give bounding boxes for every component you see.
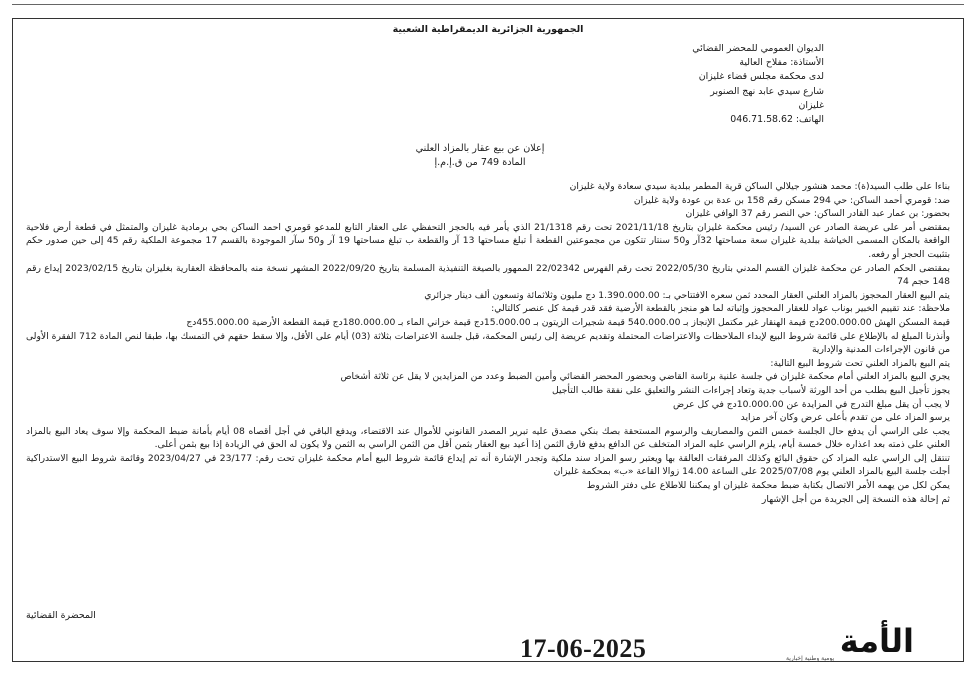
body-paragraph: ضد: قومري أحمد الساكن: حي 294 مسكن رقم 158 بن عدة بن عودة ولاية غليزان: [633, 194, 950, 206]
body-paragraph: يجري البيع بالمزاد العلني أمام محكمة غليزان في جلسة علنية برئاسة القاضي وبحضور المحضر القضائي وأمين الضبط وعدد من المزايدين لا يقل عن ثلاثة أشخاص: [340, 371, 950, 383]
notice-title: [330, 142, 630, 170]
office-line: شارع سيدي عابد نهج الصنوبر: [710, 85, 824, 97]
office-phone: الهاتف: 046.71.58.62: [730, 114, 824, 126]
newspaper-logo-tagline: يومية وطنية إخبارية: [786, 655, 835, 662]
office-line: الديوان العمومي للمحضر القضائي: [692, 43, 824, 54]
newspaper-logo-word: الأمة: [839, 622, 914, 660]
republic-heading: الجمهورية الجزائرية الديمقراطية الشعبية: [392, 24, 584, 35]
bailiff-signature: المحضرة القضائية: [26, 610, 96, 621]
body-paragraph: تنتقل إلى الراسي عليه المزاد كن حقوق البائع وكذلك المرفقات العالقة بها ويعتبر رسو المزاد سند ملكية وتجدر الإشارة أنه تم إيداع قائمة شروط البيع أمام محكمة غليزان تحت رقم: 23/177 في 2023/04/27 وقائمة شروط البيع الاستدراكية أجلت جلسة البيع بالمزاد العلني يوم 2025/07/08 على الساعة 14.00 زوالا القاعة «ب» بمحكمة غليزان: [26, 452, 950, 478]
publication-date: 17-06-2025: [520, 634, 647, 663]
body-paragraph: ثم إحالة هذه النسخة إلى الجريدة من أجل الإشهار: [761, 493, 950, 505]
body-paragraph: يجوز تأجيل البيع بطلب من أحد الورثة لأسباب جدية وتعاد إجراءات النشر والتعليق على نفقة طالب التأجيل: [551, 384, 950, 396]
top-rule: [12, 4, 964, 5]
body-paragraph: قيمة المسكن الهش 200.000.00دج قيمة الهنقار غير مكتمل الإنجاز بـ 540.000.00 قيمة شجيرات الزيتون بـ 15.000.00دج قيمة خزاني الماء بـ 180.000.00دج قيمة القطعة الأرضية 455.000.00دج: [186, 316, 950, 328]
body-paragraph: يمكن لكل من يهمه الأمر الاتصال بكتابة ضبط محكمة غليزان او يمكننا للاطلاع على دفتر الشروط: [586, 480, 950, 492]
notice-title-article: المادة 749 من ق.إ.م.إ: [434, 157, 526, 168]
bailiff-office-block: [564, 42, 824, 127]
body-paragraph: بمقتضى الحكم الصادر عن محكمة غليزان القسم المدني بتاريخ 2022/05/30 تحت رقم الفهرس 22/02342 الممهور بالصيغة التنفيذية المسلمة بتاريخ 2022/09/20 المشهر نسخة منه بالمحافظة العقارية بغليزان بتاريخ 2023/02/15 إيداع رقم 148 حجم 74: [26, 262, 950, 288]
office-line: لدى محكمة مجلس قضاء غليزان: [698, 71, 824, 83]
notice-title-main: إعلان عن بيع عقار بالمزاد العلني: [415, 143, 545, 154]
body-paragraph: يتم البيع بالمزاد العلني تحت شروط البيع التالية:: [770, 357, 950, 369]
body-paragraph: بمقتضى أمر على عريضة الصادر عن السيد/ رئيس محكمة غليزان بتاريخ 2021/11/18 تحت رقم 21/1318 الذي يأمر فيه بالحجز التحفظي على العقار التابع للمدعو قومري احمد الساكن بحي برمادية غليزان والمتمثل في قطعة أرض فلاحية الواقعة بالمكان المسمى الخياشة ببلدية غليزان سعة مساحتها 32آر و50 سنتار تتكون من مجموعتين القطعة أ تبلغ مساحتها 13 آر والقطعة ب تبلغ مساحتها 19 آر و50 سآر الموجودة بالقسم 17 مجموعة الملكية رقم 45 إلى حين صدور حكم بتثبيت الحجز أو رفعه.: [26, 221, 951, 260]
body-paragraph: يتم البيع العقار المحجوز بالمزاد العلني العقار المحدد ثمن سعره الافتتاحي بـ: 1.390.000.00 دج مليون وثلاثمائة وتسعون ألف دينار جزائري: [424, 289, 950, 301]
newspaper-logo: [784, 622, 914, 662]
office-line: غليزان: [798, 99, 824, 111]
notice-body: [26, 180, 950, 506]
office-line: الأستاذة: مفلاح العالية: [739, 57, 824, 69]
body-paragraph: وأنذرنا المبلغ له بالإطلاع على قائمة شروط البيع لإبداء الملاحظات والاعتراضات المحتملة وتقديم عريضة إلى رئيس المحكمة، قبل جلسة الاعتراضات بثلاثة (03) أيام على الأقل، وإلا سقط حقهم في التمسك بها، طبقا لنص المادة 712 الفقرة الأولى من قانون الإجراءات المدنية والإدارية: [26, 330, 950, 356]
body-paragraph: لا يجب أن يقل مبلغ التدرج في المزايدة عن 10.000.00دج في كل عرض: [672, 398, 950, 410]
body-paragraph: بناءا على طلب السيد(ة): محمد هنشور جيلالي الساكن قرية المطمر ببلدية سيدي سعادة ولاية غليزان: [569, 181, 950, 192]
body-paragraph: بحضور: بن عمار عبد القادر الساكن: حي النصر رقم 37 الوافي غليزان: [685, 208, 950, 220]
body-paragraph: يجب على الراسي أن يدفع حال الجلسة خمس الثمن والمصاريف والرسوم المستحقة بصك بنكي مصدق عليه تبرير المصدر القانوني للأموال عند الاقتضاء، ويدفع الباقي في أجل أقصاه 08 أيام بأمانة ضبط المحكمة وإلا سوف يعاد البيع بالمزاد العلني على ذمته بعد اعذاره خلال خمسة أيام، يلزم الراسي عليه المزاد المتخلف عن الدافع بدفع فارق الثمن إذا أعيد بيع العقار بثمن أقل من الثمن الراسي به الثمن ولا يكون له الحق في الزيادة إذا بيع بثمن أعلى.: [26, 425, 950, 451]
body-paragraph: يرسو المزاد على من تقدم بأعلى عرض وكان آخر مزايد: [740, 412, 950, 424]
body-paragraph: ملاحظة: عند تقييم الخبير بوناب عواد للعقار المحجوز وإثباته لما هو منجز بالقطعة الأرضية فقد قدر قيمة كل عنصر كالتالي:: [491, 303, 950, 315]
